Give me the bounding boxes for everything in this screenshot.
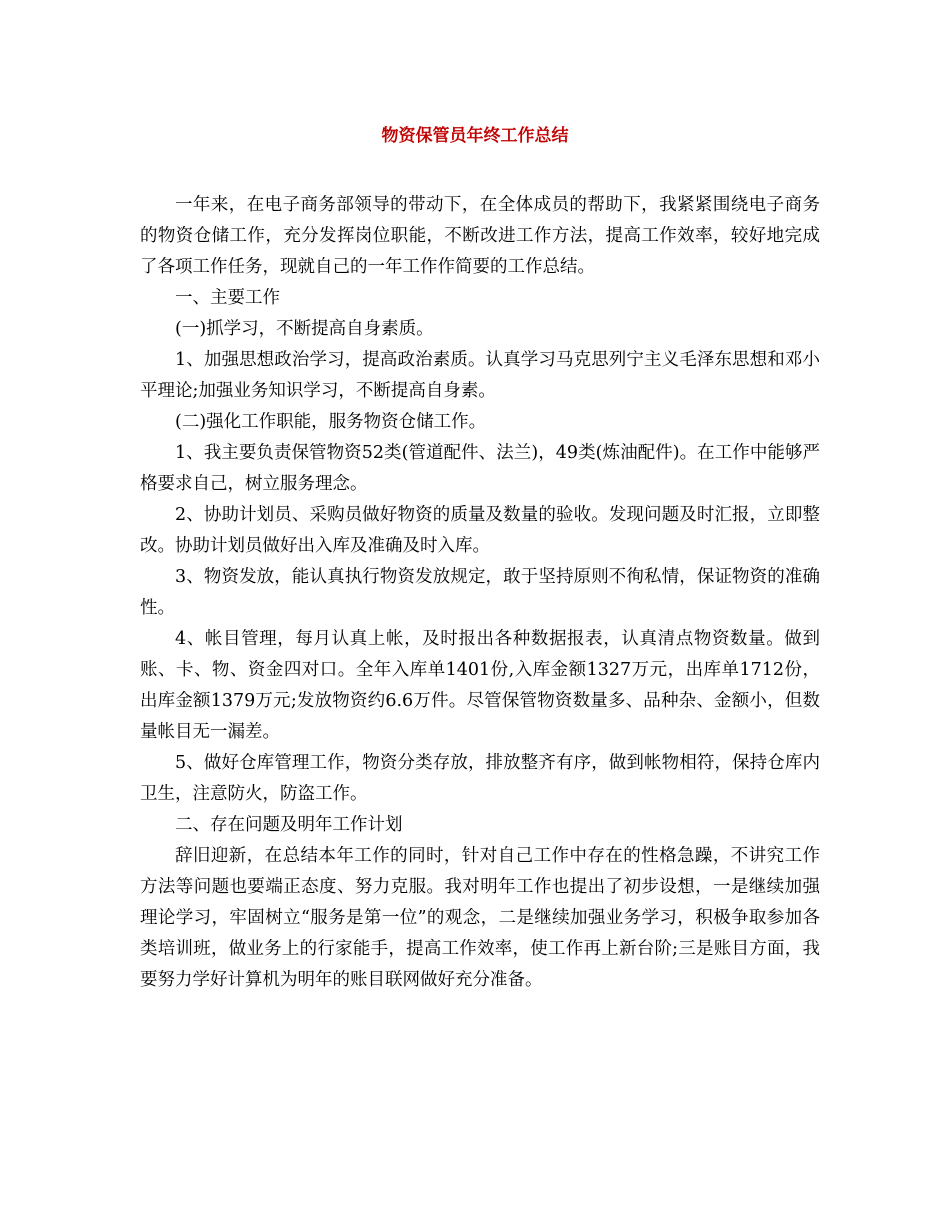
document-title: 物资保管员年终工作总结 [381, 126, 569, 146]
paragraph-duty-item-4: 4、帐目管理，每月认真上帐，及时报出各种数据报表，认真清点物资数量。做到账、卡、物、资金四对口。全年入库单1401份,入库金额1327万元，出库单1712份，出库金额1379万元;发放物资约6.6万件。尽管保管物资数量多、品种杂、金额小，但数量帐目无一漏差。 [140, 629, 820, 742]
document-body [140, 190, 820, 996]
paragraph-duty-item-3: 3、物资发放，能认真执行物资发放规定，敢于坚持原则不徇私情，保证物资的准确性。 [140, 567, 820, 618]
paragraph-duty-item-2: 2、协助计划员、采购员做好物资的质量及数量的验收。发现问题及时汇报，立即整改。协助计划员做好出入库及准确及时入库。 [140, 505, 820, 556]
subsection-heading-duties: (二)强化工作职能，服务物资仓储工作。 [175, 412, 487, 432]
subsection-heading-study: (一)抓学习，不断提高自身素质。 [175, 319, 434, 339]
paragraph-duty-item-1: 1、我主要负责保管物资52类(管道配件、法兰)，49类(炼油配件)。在工作中能够严格要求自己，树立服务理念。 [140, 443, 820, 494]
paragraph-duty-item-5: 5、做好仓库管理工作，物资分类存放，排放整齐有序，做到帐物相符，保持仓库内卫生，注意防火，防盗工作。 [140, 753, 820, 804]
paragraph-plan: 辞旧迎新，在总结本年工作的同时，针对自己工作中存在的性格急躁，不讲究工作方法等问题也要端正态度、努力克服。我对明年工作也提出了初步设想，一是继续加强理论学习，牢固树立“服务是第一位”的观念，二是继续加强业务学习，积极争取参加各类培训班，做业务上的行家能手，提高工作效率，使工作再上新台阶;三是账目方面，我要努力学好计算机为明年的账目联网做好充分准备。 [140, 846, 820, 990]
paragraph-intro: 一年来，在电子商务部领导的带动下，在全体成员的帮助下，我紧紧围绕电子商务的物资仓储工作，充分发挥岗位职能，不断改进工作方法，提高工作效率，较好地完成了各项工作任务，现就自己的一年工作作简要的工作总结。 [140, 195, 820, 277]
paragraph-study-item-1: 1、加强思想政治学习，提高政治素质。认真学习马克思列宁主义毛泽东思想和邓小平理论;加强业务知识学习，不断提高自身素。 [140, 350, 820, 401]
section-heading-main-work: 一、主要工作 [175, 288, 280, 308]
section-heading-plan: 二、存在问题及明年工作计划 [175, 815, 403, 835]
